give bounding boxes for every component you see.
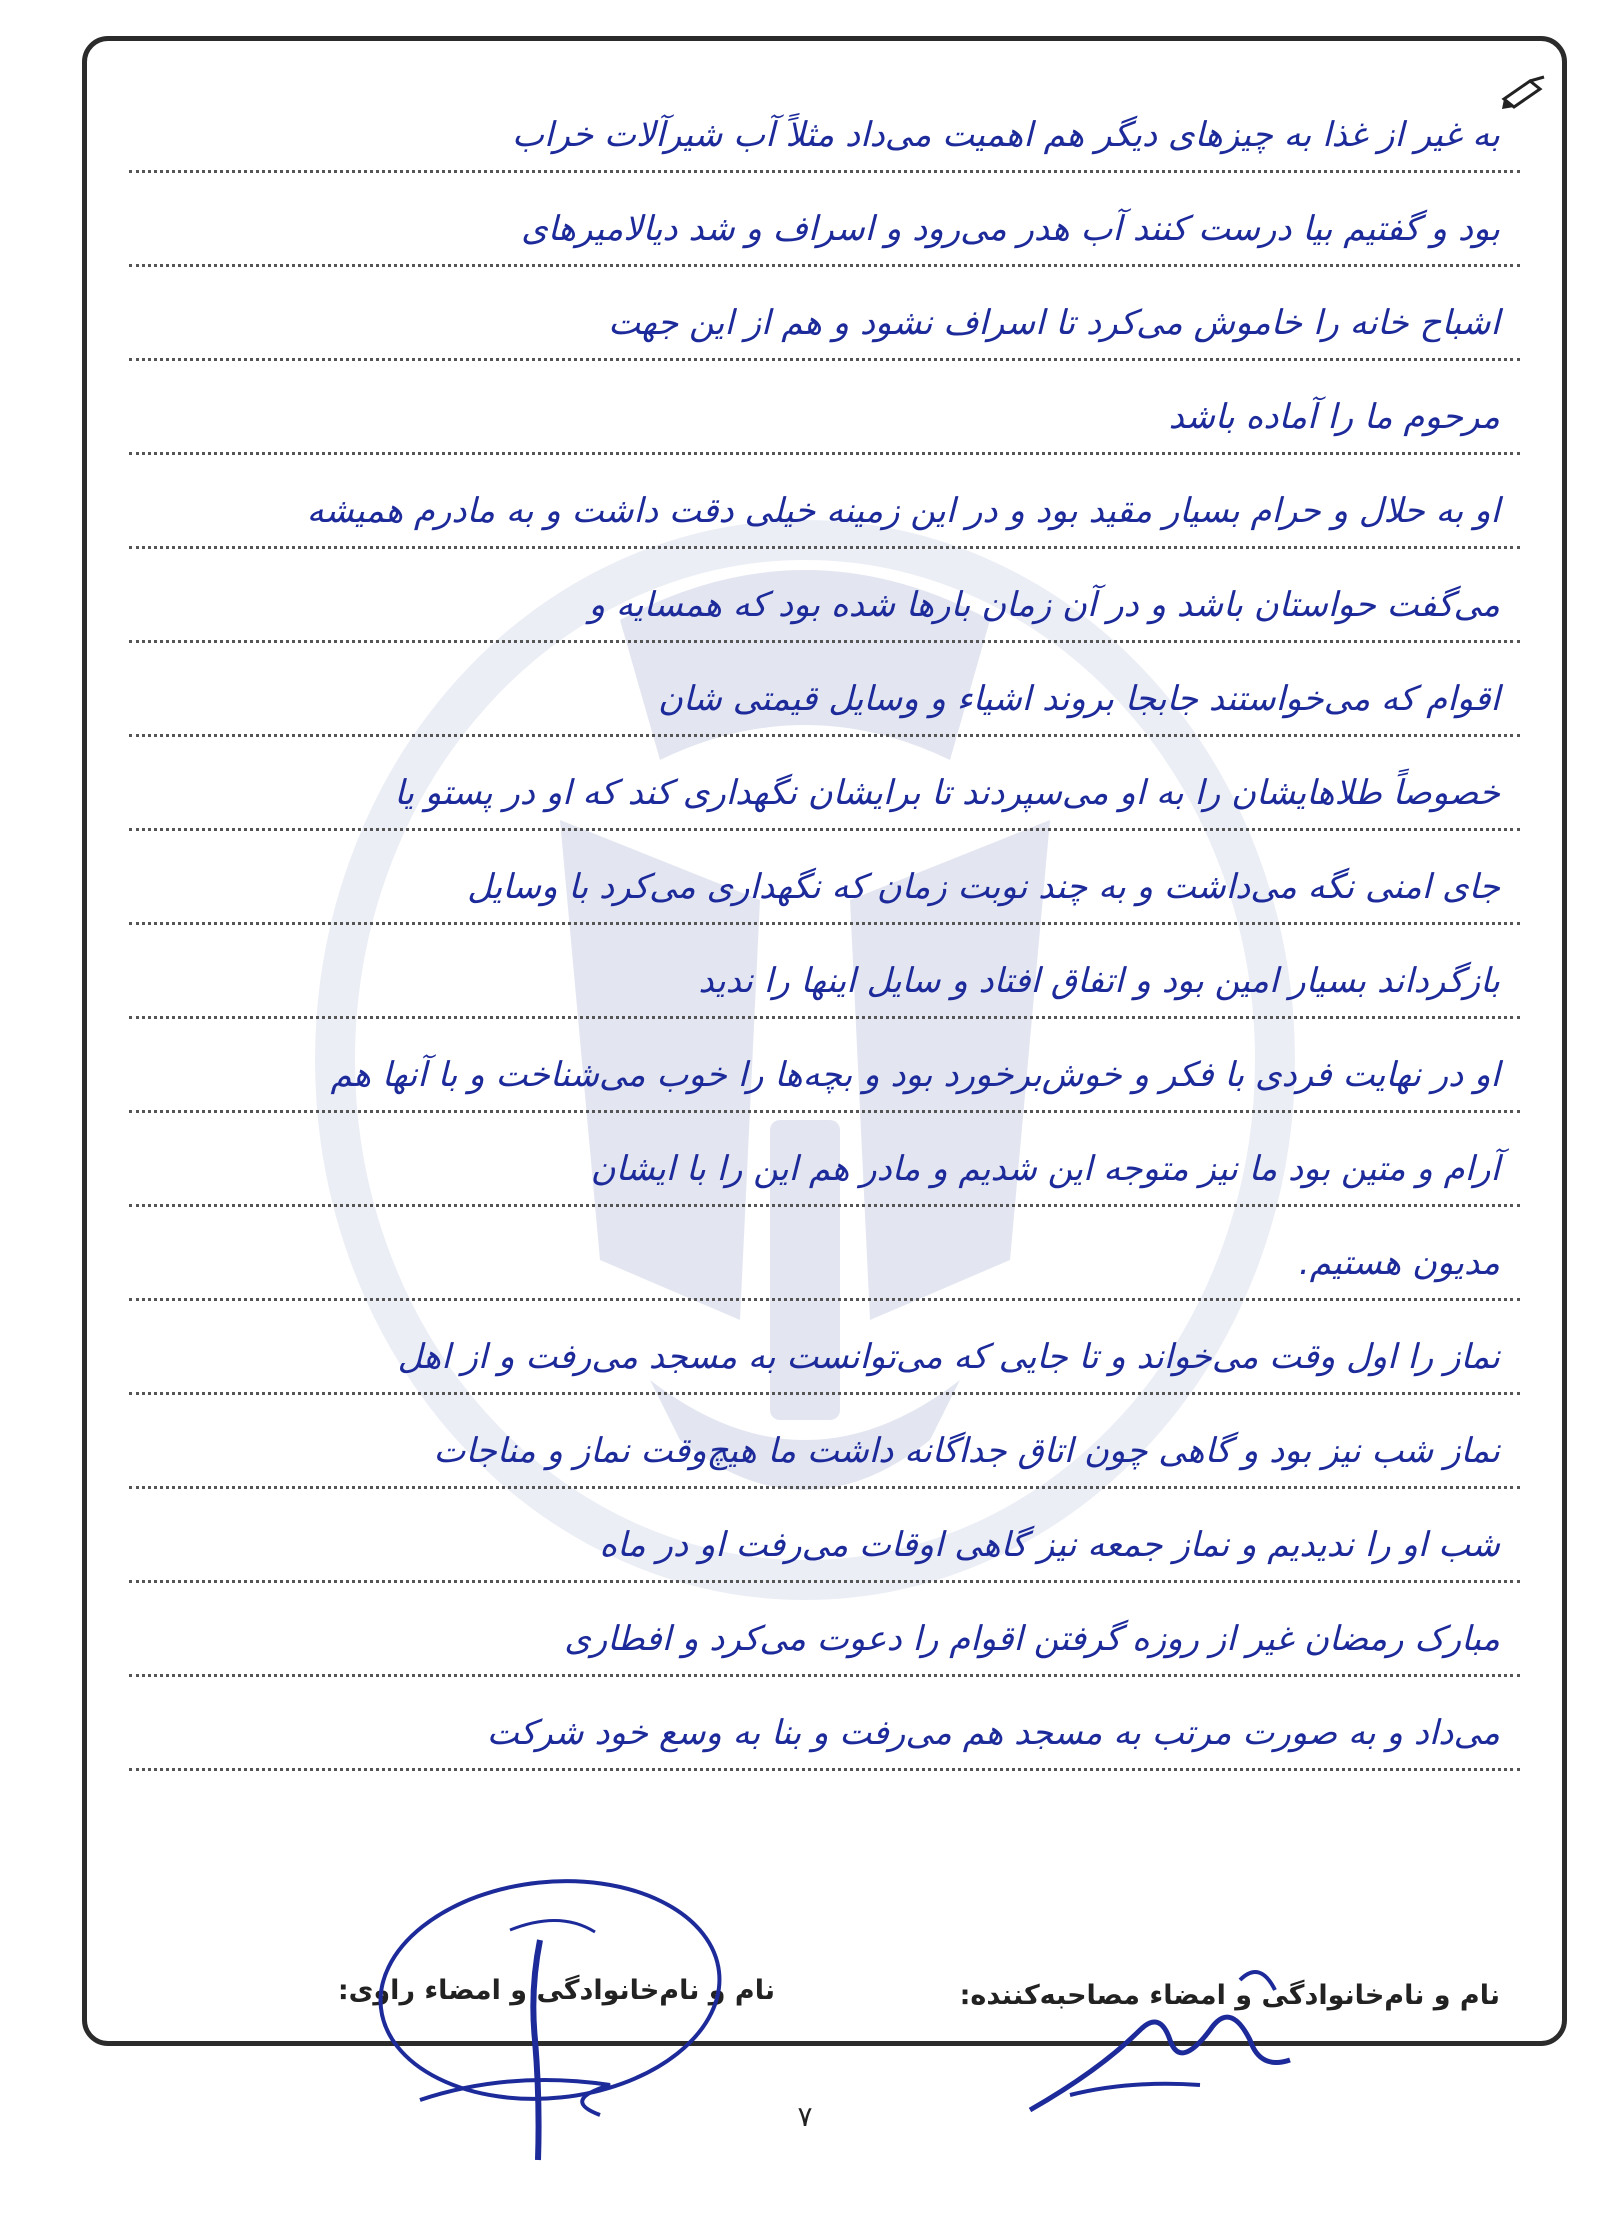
- text-line: شب او را ندیدیم و نماز جمعه نیز گاهی اوقات می‌رفت او در ماه: [129, 1489, 1520, 1583]
- text-line: او به حلال و حرام بسیار مقید بود و در این زمینه خیلی دقت داشت و به مادرم همیشه: [129, 455, 1520, 549]
- text-line: می‌گفت حواستان باشد و در آن زمان بارها شده بود که همسایه و: [129, 549, 1520, 643]
- page-frame: [82, 36, 1567, 2046]
- text-line: مدیون هستیم.: [129, 1207, 1520, 1301]
- text-line: او در نهایت فردی با فکر و خوش‌برخورد بود و بچه‌ها را خوب می‌شناخت و با آنها هم: [129, 1019, 1520, 1113]
- text-line: آرام و متین بود ما نیز متوجه این شدیم و مادر هم این را با ایشان: [129, 1113, 1520, 1207]
- page-number: ۷: [797, 2100, 813, 2133]
- text-line: مبارک رمضان غیر از روزه گرفتن اقوام را دعوت می‌کرد و افطاری: [129, 1583, 1520, 1677]
- interviewer-signature-label: نام و نام‌خانوادگی و امضاء مصاحبه‌کننده:: [959, 1980, 1500, 2011]
- text-line: خصوصاً طلاهایشان را به او می‌سپردند تا برایشان نگهداری کند که او در پستو یا: [129, 737, 1520, 831]
- handwritten-lines: [129, 41, 1520, 1871]
- text-line: می‌داد و به صورت مرتب به مسجد هم می‌رفت و بنا به وسع خود شرکت: [129, 1677, 1520, 1771]
- text-line: به غیر از غذا به چیزهای دیگر هم اهمیت می‌داد مثلاً آب شیرآلات خراب: [129, 79, 1520, 173]
- text-line: اشباح خانه را خاموش می‌کرد تا اسراف نشود و هم از این جهت: [129, 267, 1520, 361]
- text-line: بازگرداند بسیار امین بود و اتفاق افتاد و سایل اینها را ندید: [129, 925, 1520, 1019]
- text-line: بود و گفتیم بیا درست کنند آب هدر می‌رود و اسراف و شد دیالامیرهای: [129, 173, 1520, 267]
- text-line: نماز شب نیز بود و گاهی چون اتاق جداگانه داشت ما هیچ‌وقت نماز و مناجات: [129, 1395, 1520, 1489]
- interviewer-signature: [1010, 1920, 1310, 2130]
- text-line: اقوام که می‌خواستند جابجا بروند اشیاء و وسایل قیمتی شان: [129, 643, 1520, 737]
- text-line: نماز را اول وقت می‌خواند و تا جایی که می‌توانست به مسجد می‌رفت و از اهل: [129, 1301, 1520, 1395]
- narrator-signature-label: نام و نام‌خانوادگی و امضاء راوی:: [337, 1975, 775, 2006]
- text-line: جای امنی نگه می‌داشت و به چند نوبت زمان که نگهداری می‌کرد با وسایل: [129, 831, 1520, 925]
- text-line: مرحوم ما را آماده باشد: [129, 361, 1520, 455]
